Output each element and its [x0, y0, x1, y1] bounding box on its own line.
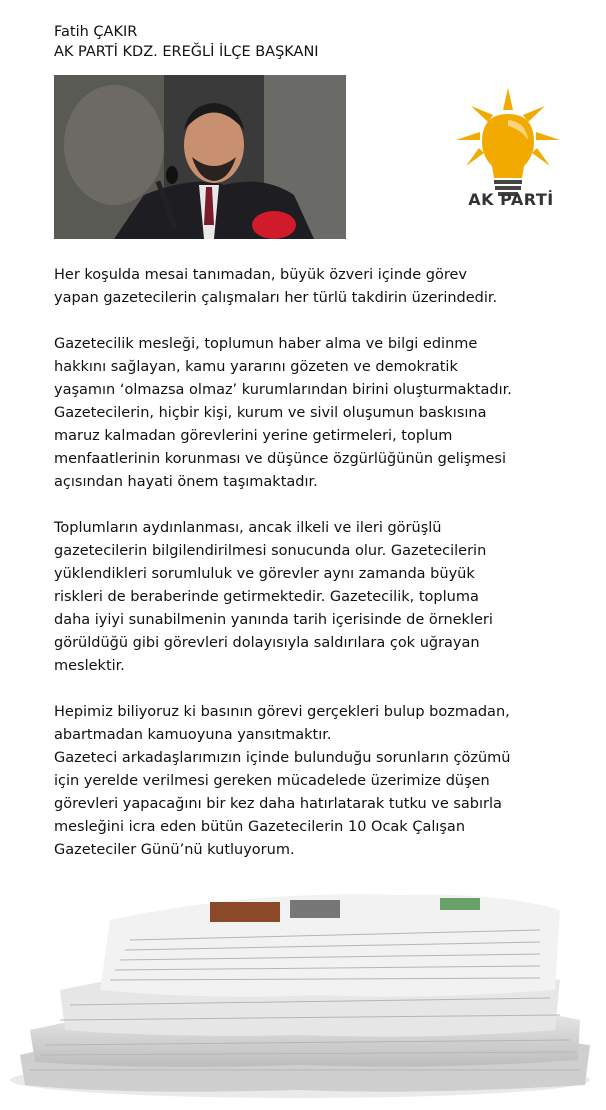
author-name: Fatih ÇAKIR [54, 24, 138, 40]
logo-text: AK PARTİ [468, 190, 554, 209]
paragraph-3: Toplumların aydınlanması, ancak ilkeli ve ileri görüşlü gazetecilerin bilgilendirilmesi sonucunda olur. Gazetecilerin yüklendikleri sorumluluk ve görevler aynı zamanda büyük riskleri de beraberinde getirmektedir. Gazetecilik, topluma daha iyiyi sunabilmenin yanında tarih içerisinde de örnekleri görüldüğü gibi görevleri dolayısıyla saldırılara çok uğrayan meslektir. [54, 520, 493, 674]
paragraph-1: Her koşulda mesai tanımadan, büyük özveri içinde görev yapan gazetecilerin çalışmaları her türlü takdirin üzerindedir. [54, 267, 498, 306]
newspaper-stack-image [0, 880, 606, 1106]
header [54, 22, 319, 62]
author-title: AK PARTİ KDZ. EREĞLİ İLÇE BAŞKANI [54, 44, 319, 60]
paragraph-4: Hepimiz biliyoruz ki basının görevi gerçekleri bulup bozmadan, abartmadan kamuoyuna yansıtmaktır. Gazeteci arkadaşlarımızın içinde bulunduğu sorunların çözümü için yerelde verilmesi gereken mücadelede üzerimize düşen görevleri yapacağını bir kez daha hatırlatarak tutku ve sabırla mesleğini icra eden bütün Gazetecilerin 10 Ocak Çalışan Gazeteciler Günü’nü kutluyorum. [54, 704, 511, 858]
speaker-photo [54, 75, 346, 239]
article-body [54, 264, 564, 885]
paragraph-2: Gazetecilik mesleği, toplumun haber alma ve bilgi edinme hakkını sağlayan, kamu yararını gözeten ve demokratik yaşamın ‘olmazsa olmaz’ kurumlarından birini oluşturmaktadır. Gazetecilerin, hiçbir kişi, kurum ve sivil oluşumun baskısına maruz kalmadan görevlerini yerine getirmeleri, toplum menfaatlerinin korunması ve düşünce özgürlüğünün gelişmesi açısından hayati önem taşımaktadır. [54, 336, 512, 490]
